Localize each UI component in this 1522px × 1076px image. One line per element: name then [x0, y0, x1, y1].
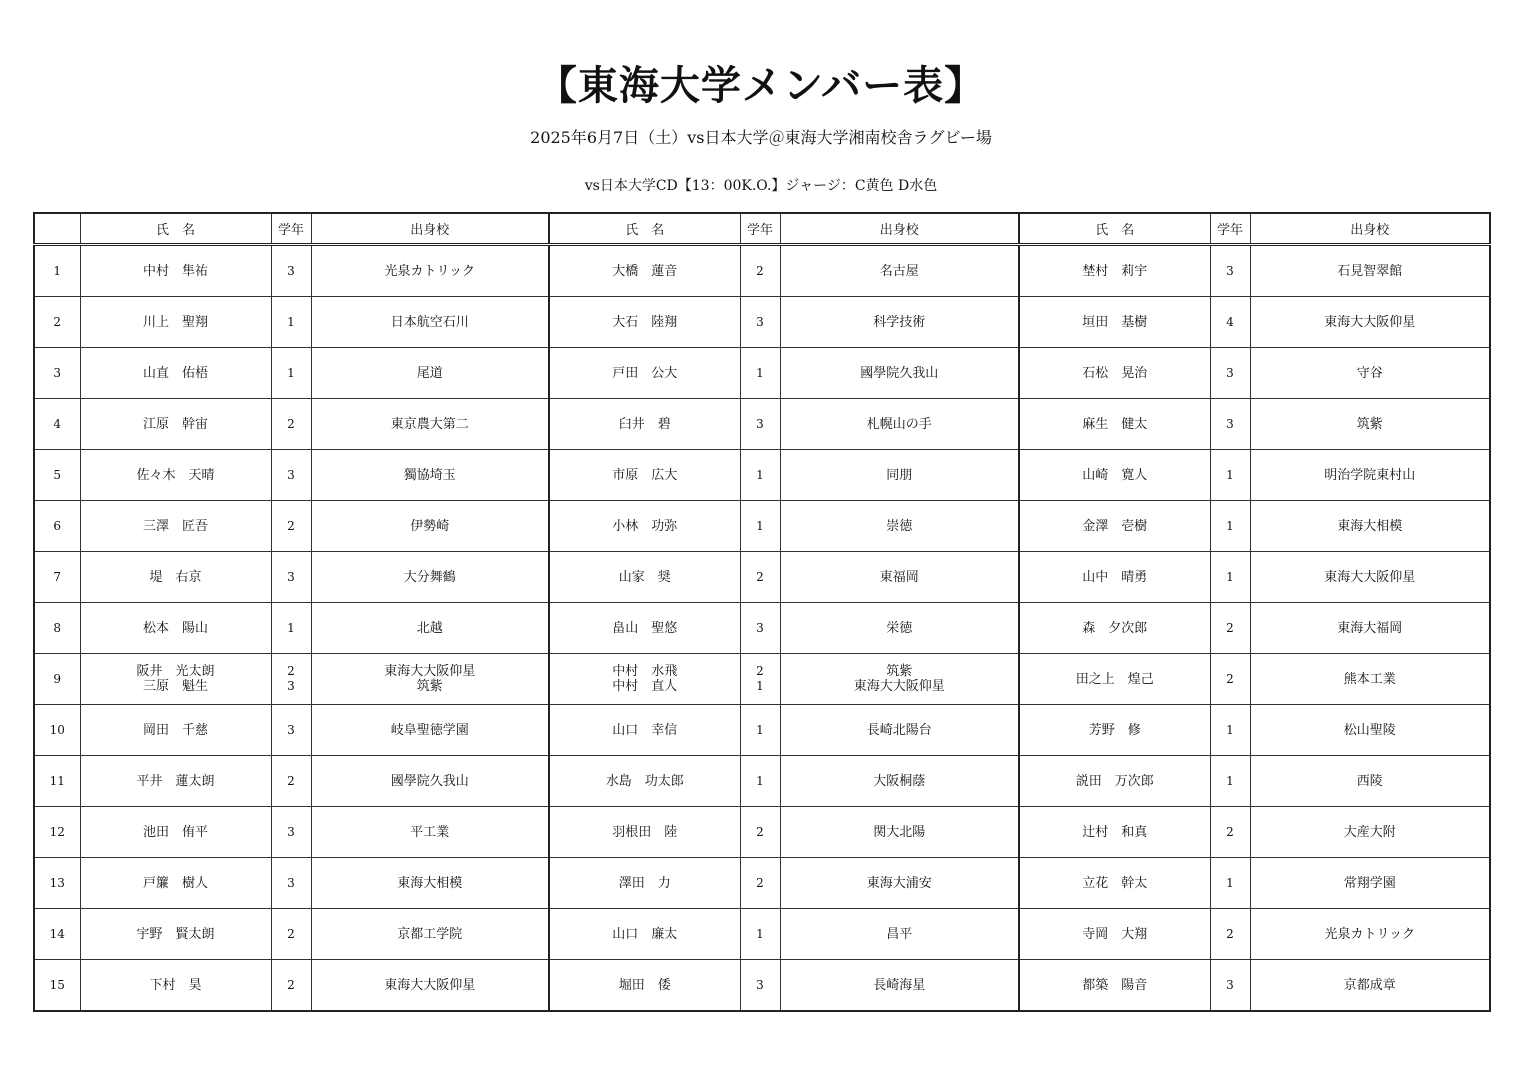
player-name: 羽根田 陸: [549, 807, 740, 858]
row-number: 4: [34, 399, 80, 450]
player-school: 東海大福岡: [1250, 603, 1490, 654]
player-year: 4: [1210, 297, 1250, 348]
table-row: [34, 960, 1490, 1012]
match-info: vs日本大学CD【13：00K.O.】ジャージ：C黄色 D水色: [584, 178, 938, 194]
player-name: 芳野 修: [1019, 705, 1210, 756]
player-year: 1: [1210, 501, 1250, 552]
player-name: 辻村 和真: [1019, 807, 1210, 858]
player-year: 2: [740, 552, 780, 603]
match-date-venue: 2025年6月7日（土）vs日本大学＠東海大学湘南校舎ラグビー場: [530, 128, 992, 147]
player-name: 堤 右京: [80, 552, 271, 603]
player-year: 1: [1210, 756, 1250, 807]
player-name: 水島 功太郎: [549, 756, 740, 807]
player-year-line: 3: [287, 679, 295, 693]
row-number: 10: [34, 705, 80, 756]
row-number: 6: [34, 501, 80, 552]
player-school: 関大北陽: [780, 807, 1019, 858]
row-number: 3: [34, 348, 80, 399]
player-school: 昌平: [780, 909, 1019, 960]
player-school: 日本航空石川: [311, 297, 549, 348]
player-year: 3: [271, 245, 311, 297]
table-row: [34, 245, 1490, 297]
player-year: 2: [271, 399, 311, 450]
player-name: 戸簾 樹人: [80, 858, 271, 909]
player-name: 堀田 倭: [549, 960, 740, 1012]
player-school: 石見智翠館: [1250, 245, 1490, 297]
player-name: 畠山 聖悠: [549, 603, 740, 654]
player-school-line: 東海大大阪仰星: [853, 679, 945, 694]
player-school: 北越: [311, 603, 549, 654]
table-row: [34, 297, 1490, 348]
player-year: 3: [271, 705, 311, 756]
player-name: 大石 陸翔: [549, 297, 740, 348]
player-name: 臼井 碧: [549, 399, 740, 450]
player-year: 2: [1210, 807, 1250, 858]
header-school: 出身校: [780, 213, 1019, 245]
page-title: 【東海大学メンバー表】: [536, 62, 986, 109]
table-row: [34, 603, 1490, 654]
player-name: 森 夕次郎: [1019, 603, 1210, 654]
player-year: 3: [740, 399, 780, 450]
player-school-line: 東海大大阪仰星: [384, 664, 476, 679]
player-school: [780, 654, 1019, 705]
header-year: 学年: [740, 213, 780, 245]
player-year: 1: [740, 756, 780, 807]
player-school: 東海大大阪仰星: [311, 960, 549, 1012]
player-year: 1: [740, 348, 780, 399]
player-school: 京都成章: [1250, 960, 1490, 1012]
header-school: 出身校: [1250, 213, 1490, 245]
player-school: 西陵: [1250, 756, 1490, 807]
row-number: 14: [34, 909, 80, 960]
player-name: [80, 654, 271, 705]
table-row: [34, 654, 1490, 705]
player-school: 東福岡: [780, 552, 1019, 603]
player-name: 三澤 匠吾: [80, 501, 271, 552]
player-school: 東海大相模: [311, 858, 549, 909]
player-year: 2: [1210, 603, 1250, 654]
player-name: 埜村 莉宇: [1019, 245, 1210, 297]
player-year: 3: [271, 807, 311, 858]
player-school: 崇徳: [780, 501, 1019, 552]
header-number: [34, 213, 80, 245]
player-name: 寺岡 大翔: [1019, 909, 1210, 960]
player-year: 1: [271, 297, 311, 348]
player-school: 東海大大阪仰星: [1250, 297, 1490, 348]
player-year: 1: [1210, 552, 1250, 603]
table-row: [34, 858, 1490, 909]
player-school-line: 筑紫: [886, 664, 913, 679]
player-name: 山家 奨: [549, 552, 740, 603]
player-name: 石松 晃治: [1019, 348, 1210, 399]
player-school: 栄徳: [780, 603, 1019, 654]
player-name: 垣田 基樹: [1019, 297, 1210, 348]
player-school: 科学技術: [780, 297, 1019, 348]
player-name: 松本 陽山: [80, 603, 271, 654]
player-year: 3: [271, 552, 311, 603]
header-year: 学年: [1210, 213, 1250, 245]
table-row: [34, 552, 1490, 603]
player-year: 1: [740, 705, 780, 756]
player-name: 中村 隼祐: [80, 245, 271, 297]
player-year: [271, 654, 311, 705]
header-year: 学年: [271, 213, 311, 245]
player-school: 東海大大阪仰星: [1250, 552, 1490, 603]
row-number: 7: [34, 552, 80, 603]
player-school: 光泉カトリック: [1250, 909, 1490, 960]
player-school: 札幌山の手: [780, 399, 1019, 450]
member-table: [33, 212, 1491, 1012]
player-year: 2: [1210, 909, 1250, 960]
player-school: 大産大附: [1250, 807, 1490, 858]
table-row: [34, 705, 1490, 756]
player-year: 1: [1210, 450, 1250, 501]
player-year: 3: [271, 858, 311, 909]
player-name: 山口 幸信: [549, 705, 740, 756]
header-name: 氏 名: [1019, 213, 1210, 245]
player-name: 説田 万次郎: [1019, 756, 1210, 807]
player-school: 松山聖陵: [1250, 705, 1490, 756]
player-name: 市原 広大: [549, 450, 740, 501]
player-school: 國學院久我山: [780, 348, 1019, 399]
row-number: 2: [34, 297, 80, 348]
player-name: 金澤 壱樹: [1019, 501, 1210, 552]
player-year: 2: [740, 858, 780, 909]
player-school: 伊勢崎: [311, 501, 549, 552]
player-school: 同朋: [780, 450, 1019, 501]
table-header-row: [34, 213, 1490, 245]
player-name: [549, 654, 740, 705]
table-row: [34, 399, 1490, 450]
table-row: [34, 909, 1490, 960]
player-school: 東海大浦安: [780, 858, 1019, 909]
player-year: 1: [271, 603, 311, 654]
player-year: 3: [271, 450, 311, 501]
player-year: 3: [1210, 960, 1250, 1012]
player-year: 1: [740, 450, 780, 501]
row-number: 13: [34, 858, 80, 909]
player-school: 大分舞鶴: [311, 552, 549, 603]
player-name: 宇野 賢太朗: [80, 909, 271, 960]
player-name: 澤田 力: [549, 858, 740, 909]
player-name: 川上 聖翔: [80, 297, 271, 348]
player-year: [740, 654, 780, 705]
player-name: 山中 晴勇: [1019, 552, 1210, 603]
row-number: 8: [34, 603, 80, 654]
player-name: 麻生 健太: [1019, 399, 1210, 450]
player-year: 3: [740, 297, 780, 348]
player-year: 1: [1210, 858, 1250, 909]
player-year: 2: [271, 909, 311, 960]
player-year: 2: [271, 960, 311, 1012]
player-year: 2: [740, 245, 780, 297]
player-year-line: 2: [287, 664, 295, 678]
table-row: [34, 807, 1490, 858]
player-year: 3: [740, 603, 780, 654]
player-name: 江原 幹宙: [80, 399, 271, 450]
player-year: 3: [1210, 399, 1250, 450]
player-school: 東京農大第二: [311, 399, 549, 450]
table-row: [34, 501, 1490, 552]
player-name: 山直 佑梧: [80, 348, 271, 399]
row-number: 15: [34, 960, 80, 1012]
player-school: 國學院久我山: [311, 756, 549, 807]
player-school: 大阪桐蔭: [780, 756, 1019, 807]
player-name-line: 中村 直人: [612, 679, 678, 694]
player-school-line: 筑紫: [416, 679, 443, 694]
player-year: 3: [740, 960, 780, 1012]
player-name: 小林 功弥: [549, 501, 740, 552]
player-name: 山口 廉太: [549, 909, 740, 960]
table-row: [34, 348, 1490, 399]
row-number: 12: [34, 807, 80, 858]
player-school: 長崎海星: [780, 960, 1019, 1012]
player-school: [311, 654, 549, 705]
player-school: 筑紫: [1250, 399, 1490, 450]
player-year-line: 2: [756, 664, 764, 678]
player-name-line: 三原 魁生: [142, 679, 208, 694]
row-number: 5: [34, 450, 80, 501]
player-school: 京都工学院: [311, 909, 549, 960]
player-name: 平井 蓮太朗: [80, 756, 271, 807]
row-number: 9: [34, 654, 80, 705]
player-year: 2: [740, 807, 780, 858]
player-year: 2: [271, 756, 311, 807]
player-name: 立花 幹太: [1019, 858, 1210, 909]
player-year: 2: [271, 501, 311, 552]
player-school: 熊本工業: [1250, 654, 1490, 705]
player-year: 1: [740, 909, 780, 960]
player-year: 3: [1210, 348, 1250, 399]
player-name: 大橋 蓮音: [549, 245, 740, 297]
player-name: 池田 侑平: [80, 807, 271, 858]
player-name: 佐々木 天晴: [80, 450, 271, 501]
player-year: 2: [1210, 654, 1250, 705]
player-name: 戸田 公大: [549, 348, 740, 399]
player-name-line: 中村 水飛: [612, 664, 678, 679]
player-school: 岐阜聖徳学園: [311, 705, 549, 756]
player-school: 常翔学園: [1250, 858, 1490, 909]
player-year: 3: [1210, 245, 1250, 297]
player-name: 下村 昊: [80, 960, 271, 1012]
player-school: 明治学院東村山: [1250, 450, 1490, 501]
player-name: 都築 陽音: [1019, 960, 1210, 1012]
player-school: 光泉カトリック: [311, 245, 549, 297]
player-school: 獨協埼玉: [311, 450, 549, 501]
player-school: 東海大相模: [1250, 501, 1490, 552]
player-name: 山崎 寛人: [1019, 450, 1210, 501]
player-school: 尾道: [311, 348, 549, 399]
table-body: [34, 245, 1490, 1012]
player-name: 田之上 煌己: [1019, 654, 1210, 705]
header-school: 出身校: [311, 213, 549, 245]
player-year: 1: [740, 501, 780, 552]
player-school: 長崎北陽台: [780, 705, 1019, 756]
header-name: 氏 名: [549, 213, 740, 245]
table-row: [34, 450, 1490, 501]
player-name-line: 阪井 光太朗: [136, 664, 215, 679]
row-number: 11: [34, 756, 80, 807]
player-school: 守谷: [1250, 348, 1490, 399]
table-row: [34, 756, 1490, 807]
player-year: 1: [1210, 705, 1250, 756]
row-number: 1: [34, 245, 80, 297]
player-year-line: 1: [756, 679, 764, 693]
header-name: 氏 名: [80, 213, 271, 245]
player-school: 名古屋: [780, 245, 1019, 297]
player-year: 1: [271, 348, 311, 399]
player-name: 岡田 千慈: [80, 705, 271, 756]
player-school: 平工業: [311, 807, 549, 858]
